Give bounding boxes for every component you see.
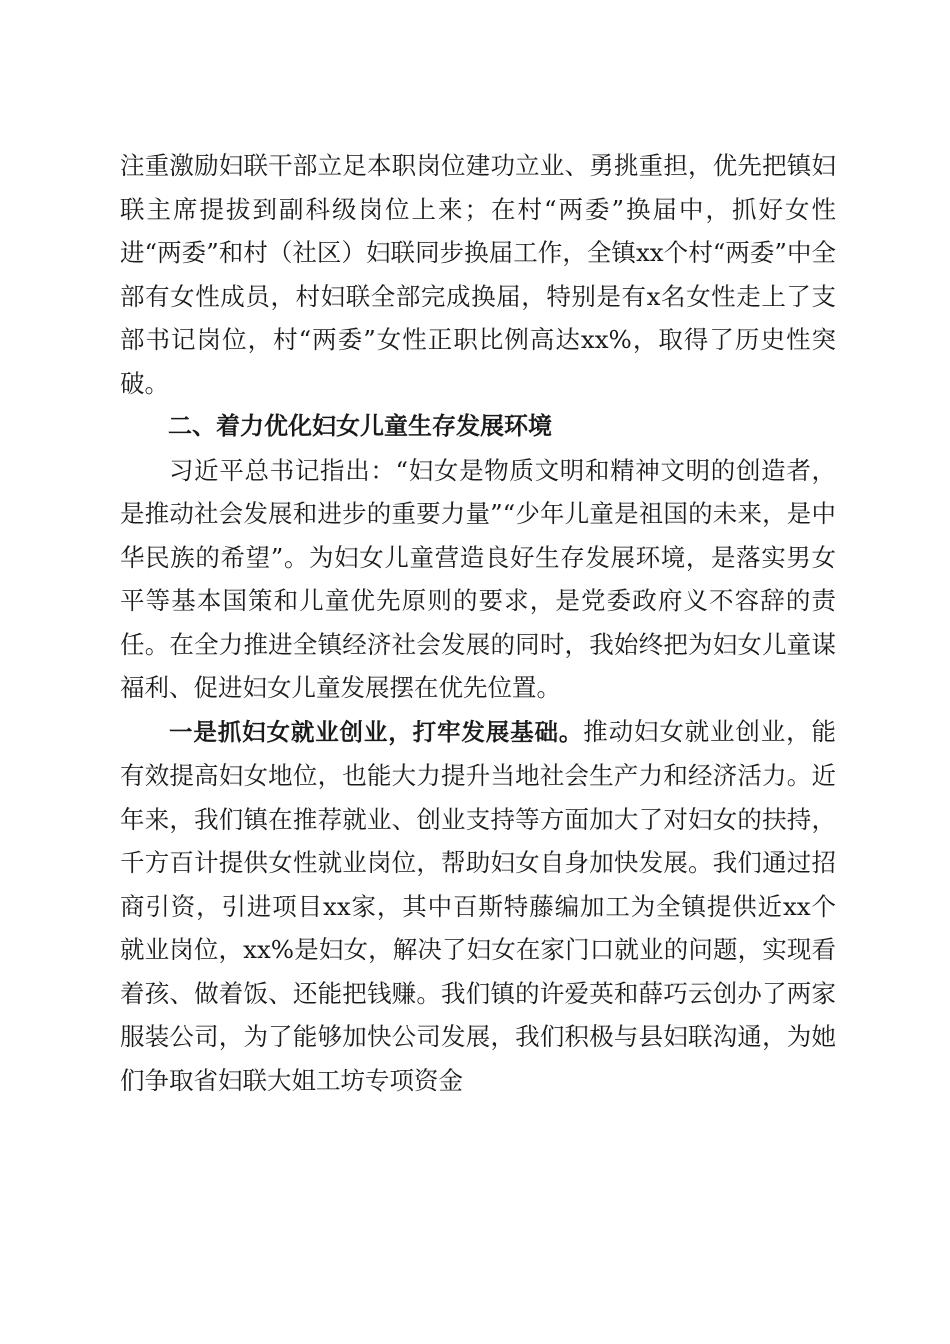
paragraph-quote: 习近平总书记指出：“妇女是物质文明和精神文明的创造者，是推动社会发展和进步的重要力量”“少年儿童是祖国的未来，是中华民族的希望”。为妇女儿童营造良好生存发展环境，是落实男女平等基本国策和儿童优先原则的要求，是党委政府义不容辞的责任。在全力推进全镇经济社会发展的同时，我始终把为妇女儿童谋福利、促进妇女儿童发展摆在优先位置。 bbox=[120, 455, 836, 702]
document-body bbox=[120, 144, 836, 1102]
paragraph-lead-sentence: 一是抓妇女就业创业，打牢发展基础。 bbox=[169, 717, 584, 746]
paragraph-continued: 注重激励妇联干部立足本职岗位建功立业、勇挑重担，优先把镇妇联主席提拔到副科级岗位上来；在村“两委”换届中，抓好女性进“两委”和村（社区）妇联同步换届工作，全镇xx个村“两委”中全部有女性成员，村妇联全部完成换届，特别是有x名女性走上了支部书记岗位，村“两委”女性正职比例高达xx%，取得了历史性突破。 bbox=[120, 151, 836, 398]
paragraph-body-text: 推动妇女就业创业，能有效提高妇女地位，也能大力提升当地社会生产力和经济活力。近年来，我们镇在推荐就业、创业支持等方面加大了对妇女的扶持，千方百计提供女性就业岗位，帮助妇女自身加快发展。我们通过招商引资，引进项目xx家，其中百斯特藤编加工为全镇提供近xx个就业岗位，xx%是妇女，解决了妇女在家门口就业的问题，实现看着孩、做着饭、还能把钱赚。我们镇的许爱英和薛巧云创办了两家服装公司，为了能够加快公司发展，我们积极与县妇联沟通，为她们争取省妇联大姐工坊专项资金 bbox=[120, 716, 837, 1095]
section-heading: 二、着力优化妇女儿童生存发展环境 bbox=[168, 412, 552, 440]
paragraph-employment bbox=[120, 710, 836, 1103]
